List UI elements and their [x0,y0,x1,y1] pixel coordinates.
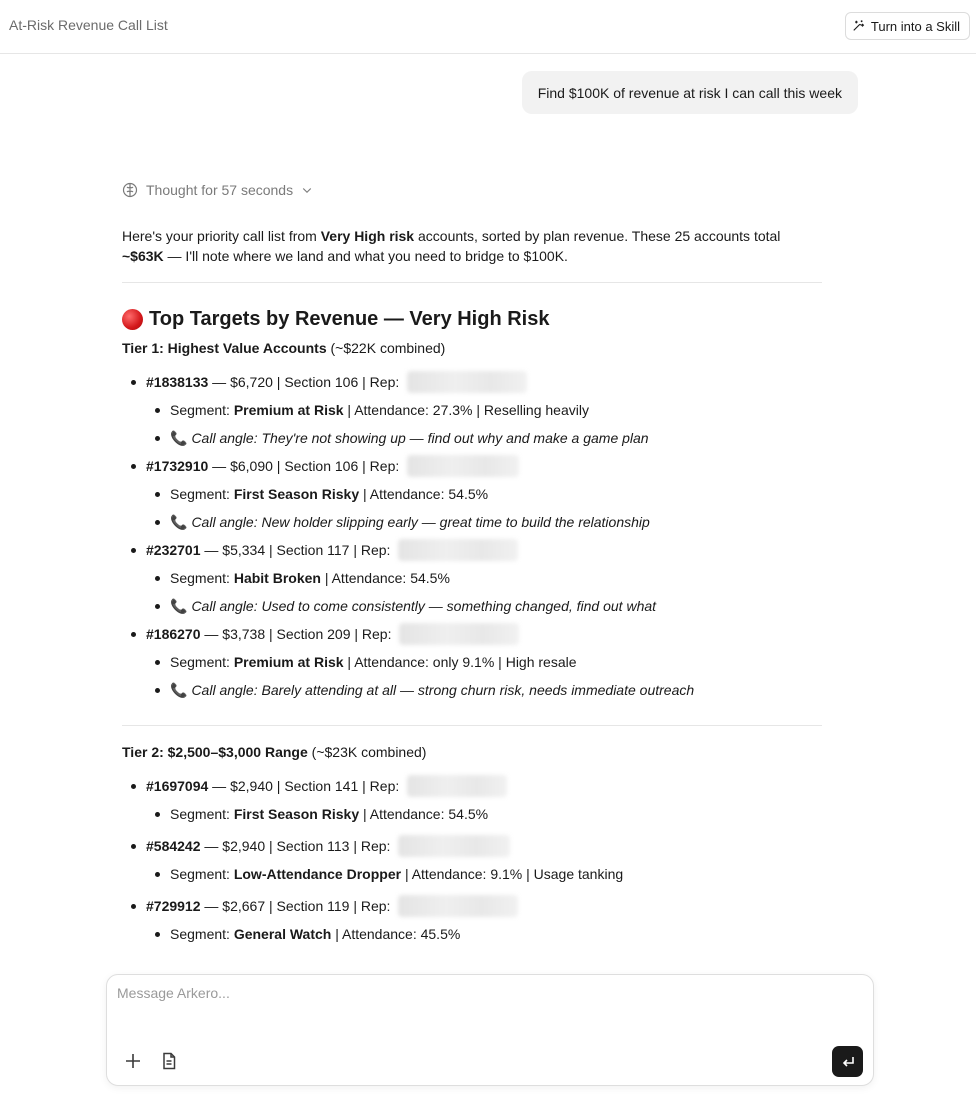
redacted-rep-name [398,539,518,561]
segment-label: Segment: [170,570,234,586]
segment-label: Segment: [170,926,234,942]
intro-text-1: Here's your priority call list from [122,228,321,244]
turn-into-skill-button[interactable] [845,12,970,40]
intro-text-3: — I'll note where we land and what you need to bridge to $100K. [163,248,568,264]
tier-2-heading [122,744,822,760]
redacted-rep-name [407,775,507,797]
account-id: #584242 [146,838,201,854]
segment-name: Habit Broken [233,570,321,586]
call-angle-line [122,592,822,620]
sparkle-icon [852,19,866,33]
segment-label: Segment: [170,654,234,670]
plus-icon[interactable] [123,1051,143,1071]
section-heading-text: Top Targets by Revenue — Very High Risk [149,308,550,330]
account-item [122,832,822,888]
account-line [122,452,822,480]
thought-toggle[interactable] [122,182,313,198]
account-details: — $3,738 | Section 209 | Rep: [200,626,396,642]
segment-name: Premium at Risk [233,654,344,670]
account-details: — $6,090 | Section 106 | Rep: [208,458,404,474]
message-input[interactable] [117,985,817,1001]
phone-icon: 📞 [170,681,188,698]
thought-label: Thought for 57 seconds [146,182,294,198]
account-item [122,368,822,452]
segment-line [122,648,822,676]
tier-1-note: (~$22K combined) [326,340,446,356]
segment-details: | Attendance: only 9.1% | High resale [343,654,577,670]
account-details: — $2,667 | Section 119 | Rep: [200,898,395,914]
account-id: #1732910 [146,458,209,474]
segment-details: | Attendance: 45.5% [331,926,461,942]
document-icon[interactable] [159,1051,179,1071]
conversation-title: At-Risk Revenue Call List [9,17,168,33]
enter-icon [840,1054,856,1070]
segment-name: First Season Risky [233,806,360,822]
tier-1-title: Tier 1: Highest Value Accounts [122,340,327,356]
intro-bold-2: ~$63K [122,248,164,264]
account-details: — $2,940 | Section 141 | Rep: [208,778,404,794]
divider [122,282,822,283]
phone-icon: 📞 [170,597,188,614]
account-item [122,892,822,948]
intro-paragraph [122,226,822,266]
account-details: — $2,940 | Section 113 | Rep: [200,838,395,854]
top-bar [0,0,976,54]
segment-line [122,396,822,424]
call-angle-line [122,508,822,536]
red-circle-icon [122,309,143,330]
segment-line [122,860,822,888]
account-id: #232701 [146,542,201,558]
redacted-rep-name [398,835,510,857]
account-details: — $6,720 | Section 106 | Rep: [208,374,404,390]
redacted-rep-name [407,455,519,477]
segment-details: | Attendance: 54.5% [359,806,489,822]
send-button[interactable] [832,1046,863,1077]
segment-name: General Watch [233,926,332,942]
tier-2-list [122,772,822,948]
account-item [122,452,822,536]
segment-details: | Attendance: 54.5% [359,486,489,502]
account-item [122,536,822,620]
account-line [122,368,822,396]
tier-1-list [122,368,822,704]
call-angle-line [122,424,822,452]
account-id: #729912 [146,898,201,914]
account-line [122,620,822,648]
account-line [122,892,822,920]
account-line [122,536,822,564]
account-item [122,620,822,704]
account-item [122,772,822,828]
segment-name: First Season Risky [233,486,360,502]
assistant-response [122,226,822,966]
turn-into-skill-label: Turn into a Skill [870,18,960,34]
tier-2-title: Tier 2: $2,500–$3,000 Range [122,744,308,760]
section-heading [122,308,822,331]
segment-line [122,920,822,948]
segment-details: | Attendance: 9.1% | Usage tanking [401,866,624,882]
chevron-down-icon [301,184,313,196]
segment-label: Segment: [170,806,234,822]
tier-2-note: (~$23K combined) [307,744,427,760]
segment-details: | Attendance: 27.3% | Reselling heavily [343,402,589,418]
intro-bold-1: Very High risk [320,228,415,244]
segment-line [122,800,822,828]
account-details: — $5,334 | Section 117 | Rep: [200,542,395,558]
redacted-rep-name [398,895,518,917]
phone-icon: 📞 [170,429,188,446]
segment-name: Low-Attendance Dropper [233,866,402,882]
brain-icon [122,182,138,198]
divider [122,725,822,726]
segment-label: Segment: [170,486,234,502]
segment-line [122,480,822,508]
redacted-rep-name [407,371,527,393]
account-id: #186270 [146,626,201,642]
segment-line [122,564,822,592]
account-id: #1697094 [146,778,209,794]
call-angle-text: Call angle: Barely attending at all — strong churn risk, needs immediate outreach [191,682,695,698]
phone-icon: 📞 [170,513,188,530]
call-angle-line [122,676,822,704]
intro-text-2: accounts, sorted by plan revenue. These 25 accounts total [414,228,781,244]
call-angle-text: Call angle: They're not showing up — find out why and make a game plan [191,430,649,446]
message-composer [106,974,874,1086]
account-id: #1838133 [146,374,209,390]
user-message-bubble: Find $100K of revenue at risk I can call this week [522,71,858,114]
account-line [122,832,822,860]
redacted-rep-name [399,623,519,645]
segment-name: Premium at Risk [233,402,344,418]
segment-label: Segment: [170,866,234,882]
segment-details: | Attendance: 54.5% [320,570,450,586]
tier-1-heading [122,340,822,356]
account-line [122,772,822,800]
call-angle-text: Call angle: Used to come consistently — something changed, find out what [191,598,657,614]
segment-label: Segment: [170,402,234,418]
call-angle-text: Call angle: New holder slipping early — great time to build the relationship [191,514,650,530]
